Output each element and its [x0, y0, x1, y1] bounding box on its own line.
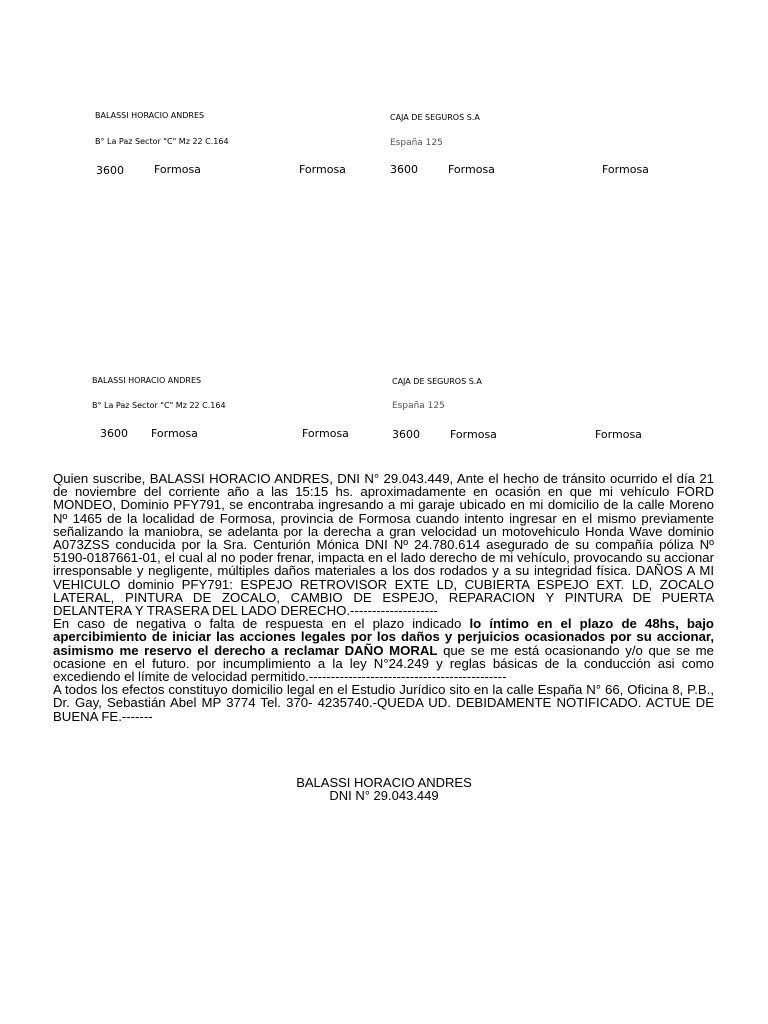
sender-province: Formosa: [302, 427, 349, 440]
letter-body: [53, 472, 714, 723]
recipient-province: Formosa: [602, 163, 649, 176]
sender-province: Formosa: [299, 163, 346, 176]
recipient-name: CAJA DE SEGUROS S.A: [390, 113, 480, 122]
sender-street: B° La Paz Sector "C" Mz 22 C.164: [92, 401, 226, 410]
recipient-province: Formosa: [595, 428, 642, 441]
sender-zip: 3600: [100, 427, 128, 440]
sender-city: Formosa: [151, 427, 198, 440]
letter-p2-intro: En caso de negativa o falta de respuesta en el plazo indicado: [53, 616, 470, 632]
letter-p2-rest: que se me está ocasionando y/o que se me ocasione en el futuro. por incumplimiento a la ley N°24.249 y reglas básicas de la conducción asi como excediendo el límite de velocidad permitido.---------------------------------------------: [53, 642, 714, 685]
recipient-city: Formosa: [448, 163, 495, 176]
sender-name: BALASSI HORACIO ANDRES: [92, 376, 202, 385]
letter-paragraph-2: [53, 617, 714, 683]
letter-paragraph-3: A todos los efectos constituyo domicilio legal en el Estudio Jurídico sito en la calle España N° 66, Oficina 8, P.B., Dr. Gay, Sebastián Abel MP 3774 Tel. 370- 4235740.-QUEDA UD. DEBIDAMENTE NOTIFICADO. ACTUE DE BUENA FE.-------: [53, 682, 714, 724]
letter-paragraph-1: Quien suscribe, BALASSI HORACIO ANDRES, DNI N° 29.043.449, Ante el hecho de tránsito ocurrido el día 21 de noviembre del corriente año a las 15:15 hs. aproximadamente en ocasión en que mi vehículo FORD MONDEO, Dominio PFY791, se encontraba ingresando a mi garaje ubicado en mi domicilio de la calle Moreno Nº 1465 de la localidad de Formosa, provincia de Formosa cuando intento ingresar en el mismo previamente señalizando la maniobra, se adelanta por la derecha a gran velocidad un motovehiculo Honda Wave dominio A073ZSS conducida por la Sra. Centurión Mónica DNI Nº 24.780.614 asegurado de su compañía póliza Nº 5190-0187661-01, el cual al no poder frenar, impacta en el lado derecho de mi vehículo, provocando su accionar irresponsable y negligente, múltiples daños materiales a los dos rodados y a su integridad física. DAÑOS A MI VEHICULO dominio PFY791: ESPEJO RETROVISOR EXTE LD, CUBIERTA ESPEJO EXT. LD, ZOCALO LATERAL, PINTURA DE ZOCALO, CAMBIO DE ESPEJO, REPARACION Y PINTURA DE PUERTA DELANTERA Y TRASERA DEL LADO DERECHO.--------------------: [53, 471, 714, 619]
recipient-name: CAJA DE SEGUROS S.A: [392, 377, 482, 386]
sender-name: BALASSI HORACIO ANDRES: [95, 111, 205, 120]
sender-street: B° La Paz Sector "C" Mz 22 C.164: [95, 137, 229, 146]
recipient-zip: 3600: [390, 163, 418, 176]
sender-zip: 3600: [96, 164, 124, 177]
recipient-street: España 125: [392, 401, 445, 411]
recipient-city: Formosa: [450, 428, 497, 441]
letter-p2-bold: lo íntimo en el plazo de 48hs, bajo apercibimiento de iniciar las acciones legales por los daños y perjuicios ocasionados por su accionar, asimismo me reservo el derecho a reclamar DAÑO MORAL: [53, 616, 714, 658]
recipient-street: España 125: [390, 138, 443, 148]
signature-name: BALASSI HORACIO ANDRES: [296, 775, 472, 790]
recipient-zip: 3600: [392, 428, 420, 441]
sender-city: Formosa: [154, 163, 201, 176]
signature-dni: DNI N° 29.043.449: [329, 788, 439, 803]
